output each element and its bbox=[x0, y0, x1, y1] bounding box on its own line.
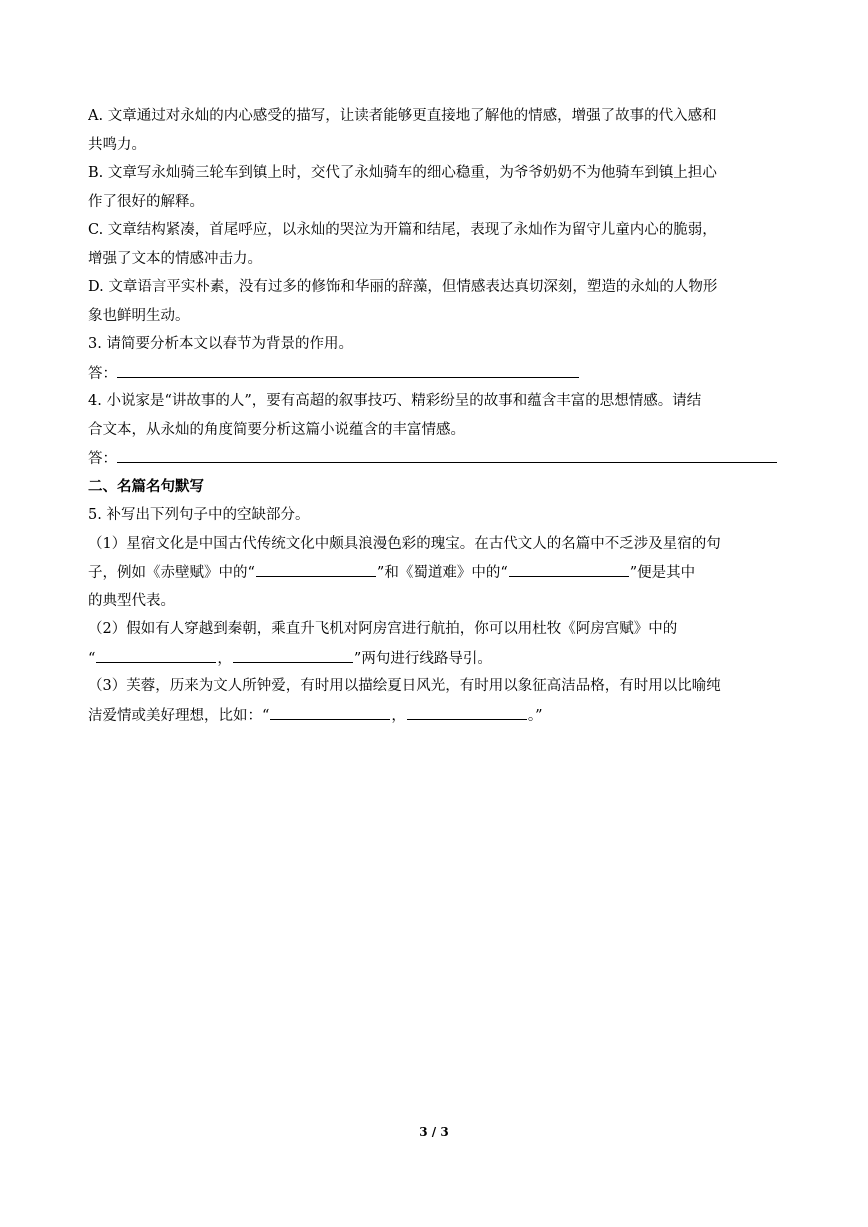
text-segment: ， bbox=[217, 650, 232, 667]
option-b-line-2: 作了很好的解释。 bbox=[88, 193, 204, 210]
text-segment: 洁爱情或美好理想，比如：“ bbox=[88, 707, 270, 724]
fill-blank-1[interactable] bbox=[256, 558, 376, 577]
answer-line-q4[interactable] bbox=[117, 444, 777, 463]
text-segment: 子，例如《赤壁赋》中的“ bbox=[88, 565, 255, 581]
question-4-answer bbox=[88, 444, 780, 473]
page-number: 3 / 3 bbox=[419, 1125, 449, 1139]
answer-label: 答： bbox=[88, 365, 117, 382]
question-3-text: 3. 请简要分析本文以春节为背景的作用。 bbox=[88, 336, 353, 352]
option-c-line-1: C. 文章结构紧凑，首尾呼应，以永灿的哭泣为开篇和结尾，表现了永灿作为留守儿童内心的脆弱， bbox=[88, 222, 717, 238]
fill-blank-3[interactable] bbox=[96, 644, 216, 663]
text-segment: ”两句进行线路导引。 bbox=[353, 650, 492, 667]
question-3-answer bbox=[88, 359, 780, 388]
question-4-line-2: 合文本，从永灿的角度简要分析这篇小说蕴含的丰富情感。 bbox=[88, 421, 465, 438]
text-segment: “ bbox=[88, 650, 96, 667]
option-a-line-1: A. 文章通过对永灿的内心感受的描写，让读者能够更直接地了解他的情感，增强了故事的代入感和 bbox=[88, 108, 717, 124]
option-c-line-2: 增强了文本的情感冲击力。 bbox=[88, 250, 262, 267]
question-5-part-2-line-2 bbox=[88, 644, 780, 673]
question-5-part-2-line-1: （2）假如有人穿越到秦朝，乘直升飞机对阿房宫进行航拍，你可以用杜牧《阿房宫赋》中的 bbox=[88, 621, 678, 637]
answer-line-q3[interactable] bbox=[117, 359, 579, 378]
text-segment: ， bbox=[391, 707, 406, 724]
text-segment: ”和《蜀道难》中的“ bbox=[376, 565, 508, 581]
fill-blank-5[interactable] bbox=[270, 701, 390, 720]
option-d-line-1: D. 文章语言平实朴素，没有过多的修饰和华丽的辞藻，但情感表达真切深刻，塑造的永灿的人物形 bbox=[88, 279, 718, 295]
question-5-part-1-line-1: （1）星宿文化是中国古代传统文化中颇具浪漫色彩的瑰宝。在古代文人的名篇中不乏涉及星宿的句 bbox=[88, 535, 721, 552]
section-2-title: 二、名篇名句默写 bbox=[88, 478, 204, 495]
option-b-line-1: B. 文章写永灿骑三轮车到镇上时，交代了永灿骑车的细心稳重，为爷爷奶奶不为他骑车到镇上担心 bbox=[88, 165, 717, 181]
question-5-text: 5. 补写出下列句子中的空缺部分。 bbox=[88, 507, 310, 523]
option-d-line-2: 象也鲜明生动。 bbox=[88, 307, 190, 324]
text-segment: 。” bbox=[527, 707, 543, 724]
question-5-part-3-line-1: （3）芙蓉，历来为文人所钟爱，有时用以描绘夏日风光，有时用以象征高洁品格，有时用以比喻纯 bbox=[88, 678, 721, 694]
answer-label: 答： bbox=[88, 451, 117, 467]
question-5-part-3-line-2 bbox=[88, 701, 780, 730]
question-4-line-1: 4. 小说家是“讲故事的人”，要有高超的叙事技巧、精彩纷呈的故事和蕴含丰富的思想情感。请结 bbox=[88, 393, 702, 409]
document-content bbox=[88, 102, 780, 729]
fill-blank-6[interactable] bbox=[407, 701, 527, 720]
fill-blank-4[interactable] bbox=[233, 644, 353, 663]
question-5-part-1-line-3: 的典型代表。 bbox=[88, 592, 175, 609]
question-5-part-1-line-2 bbox=[88, 558, 780, 587]
text-segment: ”便是其中 bbox=[629, 565, 696, 581]
fill-blank-2[interactable] bbox=[509, 558, 629, 577]
option-a-line-2: 共鸣力。 bbox=[88, 136, 146, 153]
